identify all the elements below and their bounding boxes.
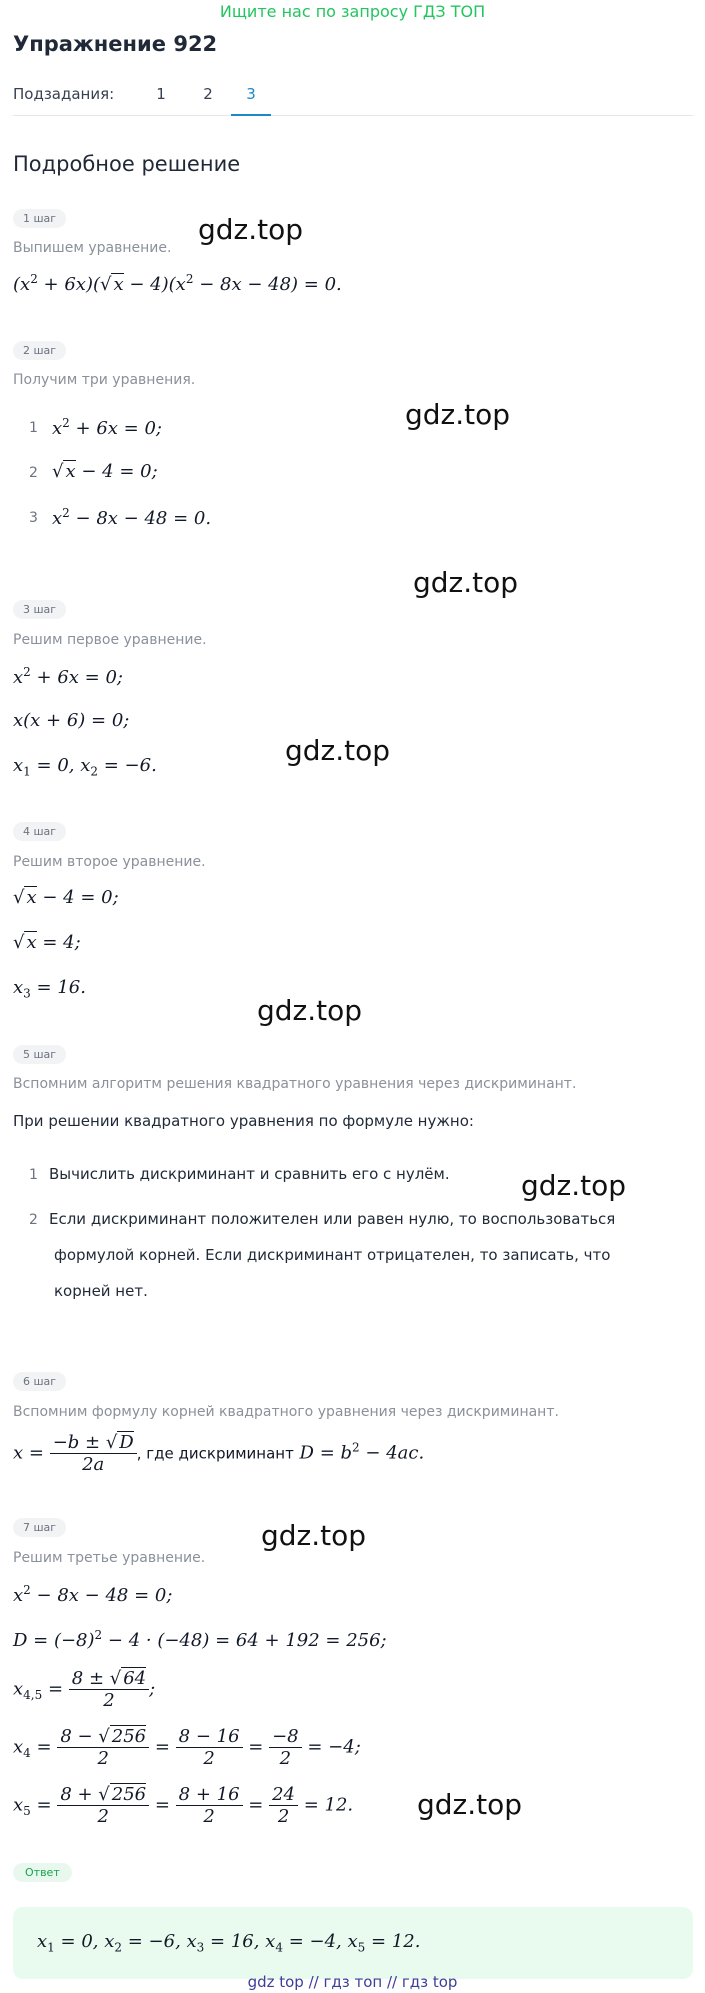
- equation: x(x + 6) = 0;: [13, 710, 130, 731]
- step-description: Решим второе уравнение.: [13, 854, 206, 870]
- list-number: 1: [29, 1167, 38, 1183]
- step-badge: 6 шаг: [13, 1372, 66, 1391]
- equation: √ x − 4 = 0;: [13, 887, 119, 908]
- list-item-text: Если дискриминант положителен или равен нулю, то воспользоваться: [49, 1210, 616, 1228]
- equation: $x_3 = 16$.: [13, 977, 86, 1001]
- tab-subtask-3[interactable]: 3: [231, 85, 271, 116]
- step-description: Решим первое уравнение.: [13, 632, 207, 648]
- equation: $x^2 + 6x = 0$;: [52, 416, 162, 439]
- watermark: gdz.top: [285, 734, 391, 767]
- step-badge: 2 шаг: [13, 341, 66, 360]
- list-number: 1: [29, 420, 38, 436]
- watermark: gdz.top: [257, 994, 363, 1027]
- tab-subtask-1[interactable]: 1: [156, 85, 166, 103]
- footer-links[interactable]: gdz top // гдз топ // гдз top: [247, 1973, 458, 1991]
- step-description: Получим три уравнения.: [13, 372, 196, 388]
- watermark: gdz.top: [413, 566, 519, 599]
- watermark: gdz.top: [417, 1788, 523, 1821]
- equation: $x^2 - 8x - 48 = 0$.: [52, 506, 212, 529]
- equation: $x^2 - 8x - 48 = 0$;: [13, 1583, 173, 1606]
- equation: $x_4$ = $\frac{8 - √ 256}{2}$ = $\frac{8 - 16}{2}$ = $\frac{-8}{2}$ = −4;: [13, 1726, 361, 1769]
- body-text: При решении квадратного уравнения по формуле нужно:: [13, 1112, 474, 1130]
- page-title: Упражнение 922: [13, 32, 218, 56]
- list-item-text: Вычислить дискриминант и сравнить его с нулём.: [49, 1165, 450, 1183]
- step-badge: 3 шаг: [13, 600, 66, 619]
- watermark: gdz.top: [405, 398, 511, 431]
- section-title: Подробное решение: [13, 152, 241, 176]
- search-banner: Ищите нас по запросу ГДЗ ТОП: [219, 2, 486, 21]
- tab-subtask-2[interactable]: 2: [203, 85, 213, 103]
- step-badge: 5 шаг: [13, 1045, 66, 1064]
- equation: $x_{4,5}$ = $\frac{8 \pm √ 64}{2}$ ;: [13, 1668, 156, 1711]
- equation: $x_5$ = $\frac{8 + √ 256}{2}$ = $\frac{8 + 16}{2}$ = $\frac{24}{2}$ = 12.: [13, 1784, 354, 1827]
- step-description: Вспомним формулу корней квадратного уравнения через дискриминант.: [13, 1404, 559, 1420]
- subtasks-bar: [13, 84, 693, 116]
- list-item-text: формулой корней. Если дискриминант отрицателен, то записать, что: [54, 1246, 611, 1264]
- step-description: Выпишем уравнение.: [13, 240, 172, 256]
- subtasks-label: Подзадания:: [13, 85, 115, 103]
- equation: √ x = 4;: [13, 932, 81, 953]
- equation: $x^2 + 6x = 0$;: [13, 665, 123, 688]
- answer-badge: Ответ: [13, 1863, 72, 1882]
- step-description: Решим третье уравнение.: [13, 1550, 206, 1566]
- step-badge: 4 шаг: [13, 822, 66, 841]
- step-badge: 7 шаг: [13, 1518, 66, 1537]
- equation: x = $\frac{-b \pm √ D}{2a}$ , где дискриминант $D = b^2 - 4ac$.: [13, 1432, 425, 1475]
- equation: $x_1 = 0$, $x_2 = -6$.: [13, 755, 157, 779]
- list-number: 2: [29, 1212, 38, 1228]
- list-number: 2: [29, 465, 38, 481]
- inline-text: , где дискриминант: [136, 1444, 294, 1463]
- watermark: gdz.top: [198, 213, 304, 246]
- answer-equation: $x_1 = 0$, $x_2 = -6$, $x_3 = 16$, $x_4 = -4$, $x_5 = 12$.: [37, 1931, 421, 1955]
- watermark: gdz.top: [521, 1169, 627, 1202]
- equation: $(x^2 + 6x)(√$ $x - 4)(x^2 - 8x - 48) = 0$.: [13, 272, 342, 295]
- equation: $D = (-8)^2 - 4 \cdot (-48) = 64 + 192 = 256$;: [13, 1628, 387, 1651]
- equation: √ x − 4 = 0;: [52, 461, 158, 482]
- list-item-text: корней нет.: [54, 1282, 148, 1300]
- list-number: 3: [29, 510, 38, 526]
- step-description: Вспомним алгоритм решения квадратного уравнения через дискриминант.: [13, 1076, 577, 1092]
- watermark: gdz.top: [261, 1519, 367, 1552]
- step-badge: 1 шаг: [13, 209, 66, 228]
- answer-box: [13, 1907, 693, 1979]
